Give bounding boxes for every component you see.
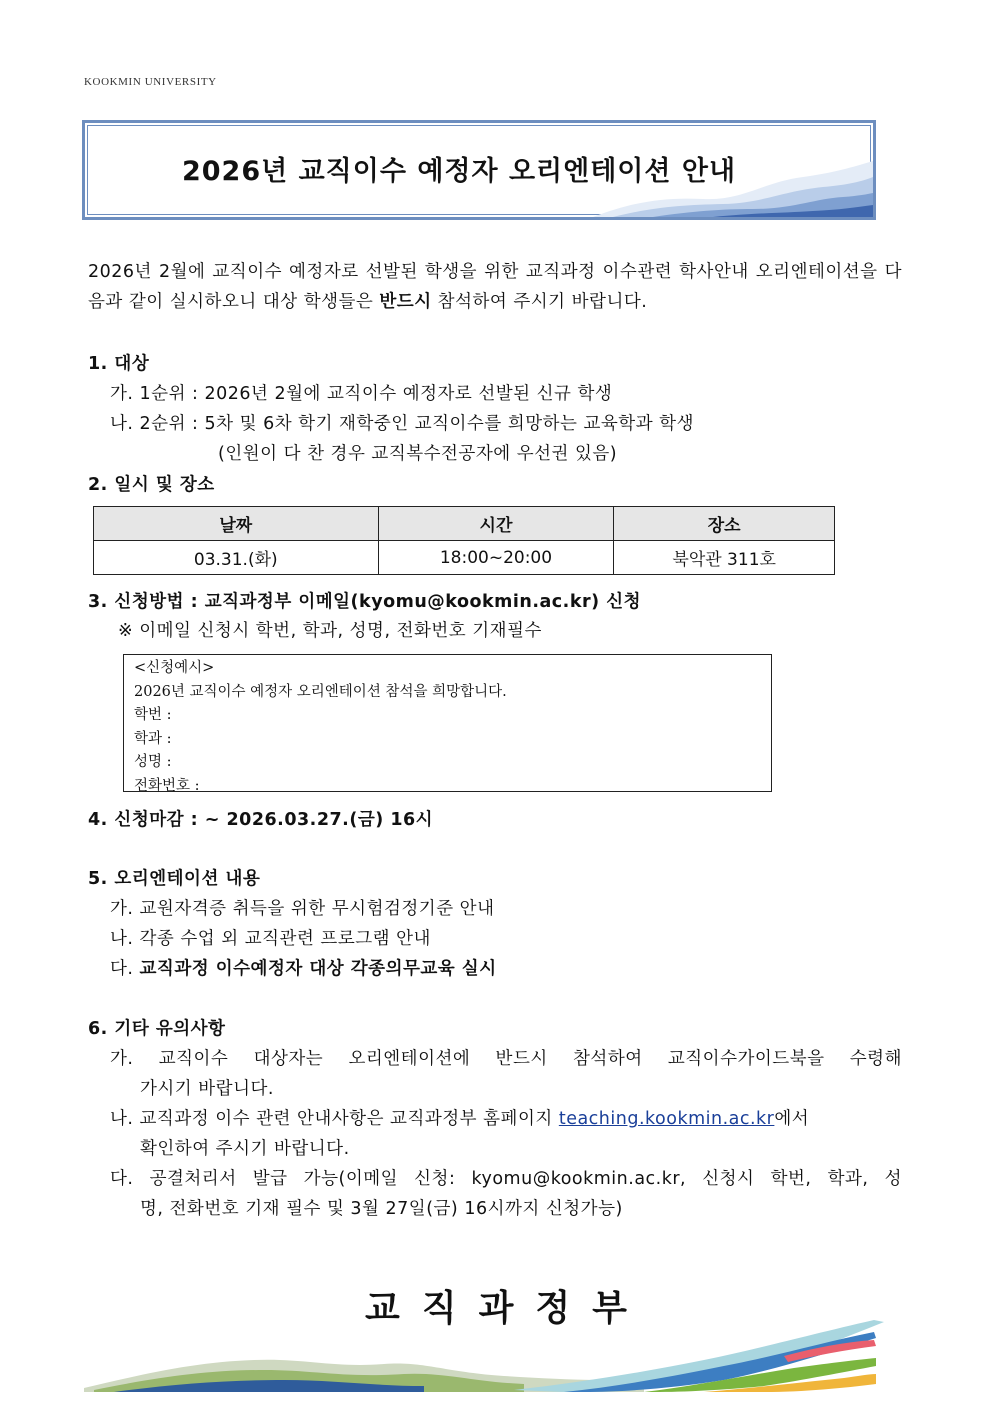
footer-landscape-decoration bbox=[84, 1312, 884, 1392]
apply-note: ※ 이메일 신청시 학번, 학과, 성명, 전화번호 기재필수 bbox=[118, 621, 542, 641]
example-line: 전화번호 : bbox=[134, 777, 200, 794]
target-item-1: 가. 1순위 : 2026년 2월에 교직이수 예정자로 선발된 신규 학생 bbox=[110, 384, 613, 404]
content-item-2: 나. 각종 수업 외 교직관련 프로그램 안내 bbox=[110, 929, 431, 949]
homepage-link[interactable]: teaching.kookmin.ac.kr bbox=[558, 1109, 775, 1129]
intro-paragraph bbox=[88, 257, 902, 317]
table-header-date: 날짜 bbox=[94, 507, 379, 541]
table-cell-place: 북악관 311호 bbox=[614, 541, 835, 575]
example-line: 성명 : bbox=[134, 754, 172, 770]
note-3-line-2: 명, 전화번호 기재 필수 및 3월 27일(금) 16시까지 신청가능) bbox=[140, 1199, 623, 1219]
note-3-line-1: 다. 공결처리서 발급 가능(이메일 신청: kyomu@kookmin.ac.kr, 신청시 학번, 학과, 성 bbox=[110, 1169, 902, 1189]
note-1-line-1: 가. 교직이수 대상자는 오리엔테이션에 반드시 참석하여 교직이수가이드북을 수령해 bbox=[110, 1049, 902, 1069]
page-title: 2026년 교직이수 예정자 오리엔테이션 안내 bbox=[181, 156, 737, 187]
target-item-2-note: (인원이 다 찬 경우 교직복수전공자에 우선권 있음) bbox=[218, 444, 618, 464]
note-2-line-1 bbox=[110, 1105, 809, 1130]
content-item-3-bold: 교직과정 이수예정자 대상 각종의무교육 실시 bbox=[139, 959, 497, 979]
example-line: 학번 : bbox=[134, 707, 172, 723]
application-example-box bbox=[123, 654, 772, 792]
note-2-line-2: 확인하여 주시기 바랍니다. bbox=[140, 1139, 350, 1159]
section-notes-heading: 6. 기타 유의사항 bbox=[88, 1019, 226, 1039]
table-header-place: 장소 bbox=[614, 507, 835, 541]
mountain-wave-decoration bbox=[593, 147, 873, 217]
target-item-2: 나. 2순위 : 5차 및 6차 학기 재학중인 교직이수를 희망하는 교육학과 학생 bbox=[110, 414, 694, 434]
example-line: 2026년 교직이수 예정자 오리엔테이션 참석을 희망합니다. bbox=[134, 683, 507, 700]
university-logo-text: KOOKMIN UNIVERSITY bbox=[84, 76, 217, 88]
note-2-text: 나. 교직과정 이수 관련 안내사항은 교직과정부 홈페이지 bbox=[110, 1109, 559, 1129]
content-item-3-prefix: 다. bbox=[110, 959, 140, 979]
intro-text: 2026년 2월에 교직이수 예정자로 선발된 학생을 위한 교직과정 이수관련 학사안내 오리엔테이션을 다음과 같이 실시하오니 대상 학생들은 bbox=[88, 262, 902, 312]
note-2-text-end: 에서 bbox=[774, 1109, 810, 1129]
section-deadline-heading: 4. 신청마감 : ~ 2026.03.27.(금) 16시 bbox=[88, 810, 434, 830]
section-target-heading: 1. 대상 bbox=[88, 354, 150, 374]
intro-emphasis: 반드시 bbox=[379, 292, 432, 312]
table-header-row bbox=[94, 507, 835, 541]
example-line: <신청예시> bbox=[134, 660, 215, 676]
title-banner bbox=[82, 120, 876, 220]
table-cell-date: 03.31.(화) bbox=[94, 541, 379, 575]
section-apply-heading: 3. 신청방법 : 교직과정부 이메일(kyomu@kookmin.ac.kr) 신청 bbox=[88, 592, 642, 612]
table-cell-time: 18:00~20:00 bbox=[378, 541, 614, 575]
section-schedule-heading: 2. 일시 및 장소 bbox=[88, 475, 215, 495]
content-item-3 bbox=[110, 955, 497, 980]
footer-department: 교직과정부 bbox=[365, 1288, 649, 1329]
table-row bbox=[94, 541, 835, 575]
table-header-time: 시간 bbox=[378, 507, 614, 541]
intro-text-end: 참석하여 주시기 바랍니다. bbox=[431, 292, 648, 312]
example-line: 학과 : bbox=[134, 730, 172, 747]
section-content-heading: 5. 오리엔테이션 내용 bbox=[88, 869, 261, 889]
schedule-table bbox=[93, 506, 835, 575]
note-1-line-2: 가시기 바랍니다. bbox=[140, 1079, 274, 1099]
content-item-1: 가. 교원자격증 취득을 위한 무시험검정기준 안내 bbox=[110, 899, 495, 919]
